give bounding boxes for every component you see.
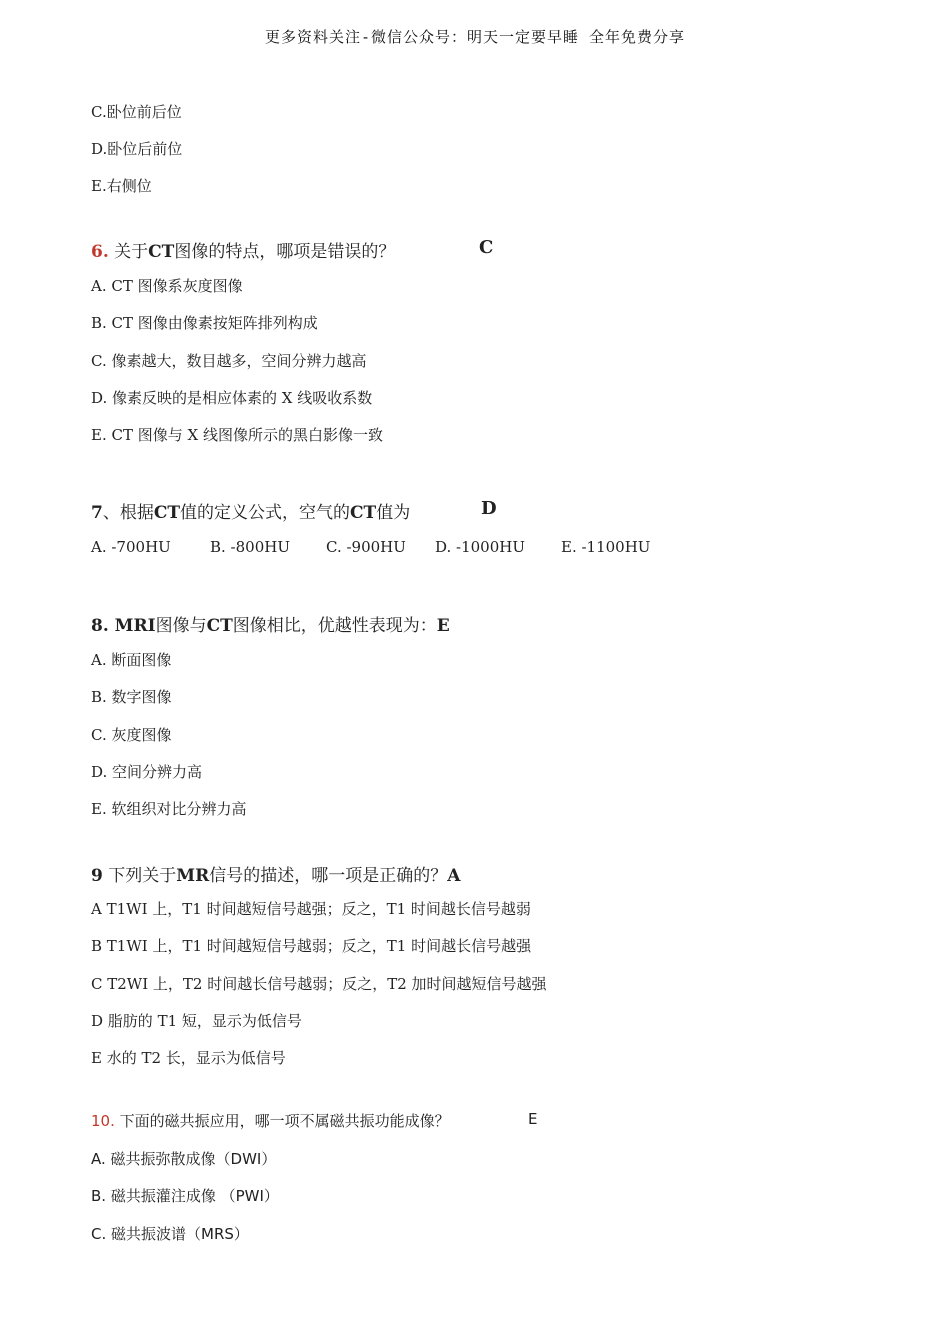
option-b: B T1WI 上，T1 时间越短信号越弱；反之，T1 时间越长信号越强 — [91, 937, 532, 955]
answer-7: D — [481, 498, 497, 519]
answer-8: E — [436, 616, 450, 636]
option-a: A. -700HU — [91, 538, 171, 556]
option-b: B. CT 图像由像素按矩阵排列构成 — [91, 314, 318, 332]
question-text-bold: MR — [176, 866, 210, 886]
question-number: 7 — [91, 503, 103, 523]
question-text: 信号的描述，哪一项是正确的？ — [209, 866, 448, 886]
option-d: D. -1000HU — [435, 538, 525, 556]
option-c: C. 磁共振波谱（MRS） — [91, 1225, 249, 1243]
question-text: 下面的磁共振应用，哪一项不属磁共振功能成像？ — [114, 1112, 450, 1130]
option-e: E. CT 图像与 X 线图像所示的黑白影像一致 — [91, 426, 383, 444]
option-d: D. 像素反映的是相应体素的 X 线吸收系数 — [91, 389, 373, 407]
question-text-bold: CT — [153, 503, 181, 523]
option-e: E. 软组织对比分辨力高 — [91, 800, 247, 818]
question-6 — [91, 237, 395, 262]
option-b: B. 数字图像 — [91, 688, 172, 706]
option-e: E 水的 T2 长，显示为低信号 — [91, 1049, 286, 1067]
answer-10: E — [528, 1110, 538, 1128]
question-text: 图像的特点，哪项是错误的？ — [174, 242, 396, 262]
option-b: B. 磁共振灌注成像 （PWI） — [91, 1187, 279, 1205]
question-text-bold: CT — [350, 503, 377, 523]
question-text: 、根据 — [102, 503, 154, 523]
answer-9: A — [447, 866, 461, 886]
question-10 — [91, 1110, 450, 1131]
question-text-bold: CT — [148, 242, 175, 262]
option-e: E. -1100HU — [561, 538, 651, 556]
option-d: D. 空间分辨力高 — [91, 763, 203, 781]
option-c: C. -900HU — [326, 538, 406, 556]
option-c: C. 像素越大，数目越多，空间分辨力越高 — [91, 352, 367, 370]
option-a: A. 断面图像 — [91, 651, 172, 669]
question-text: 值为 — [376, 503, 411, 523]
answer-6: C — [479, 237, 494, 258]
question-text: 关于 — [108, 242, 149, 262]
option-c: C. 灰度图像 — [91, 726, 172, 744]
question-text: 值的定义公式，空气的 — [180, 503, 351, 523]
question-text-bold: CT — [206, 616, 233, 636]
question-9 — [91, 861, 460, 886]
question-8 — [91, 611, 450, 636]
question-number: 6. — [91, 242, 109, 262]
option-a: A. 磁共振弥散成像（DWI） — [91, 1150, 277, 1168]
question-text: 图像相比，优越性表现为： — [232, 616, 437, 636]
option-c: C T2WI 上，T2 时间越长信号越弱；反之，T2 加时间越短信号越强 — [91, 975, 547, 993]
question-7 — [91, 498, 410, 523]
page-header: 更多资料关注-微信公众号：明天一定要早睡 全年免费分享 — [264, 28, 686, 46]
question-number: 10. — [91, 1112, 115, 1130]
option-d: D.卧位后前位 — [91, 140, 183, 158]
option-c: C.卧位前后位 — [91, 103, 182, 121]
question-text: 下列关于 — [102, 866, 177, 886]
question-text: 图像与 — [155, 616, 207, 636]
option-a: A T1WI 上，T1 时间越短信号越强；反之，T1 时间越长信号越弱 — [91, 900, 531, 918]
option-b: B. -800HU — [210, 538, 290, 556]
question-text-bold: MRI — [108, 616, 156, 636]
question-number: 8. — [91, 616, 109, 636]
question-number: 9 — [91, 866, 103, 886]
option-a: A. CT 图像系灰度图像 — [91, 277, 243, 295]
option-d: D 脂肪的 T1 短，显示为低信号 — [91, 1012, 302, 1030]
option-e: E.右侧位 — [91, 177, 152, 195]
